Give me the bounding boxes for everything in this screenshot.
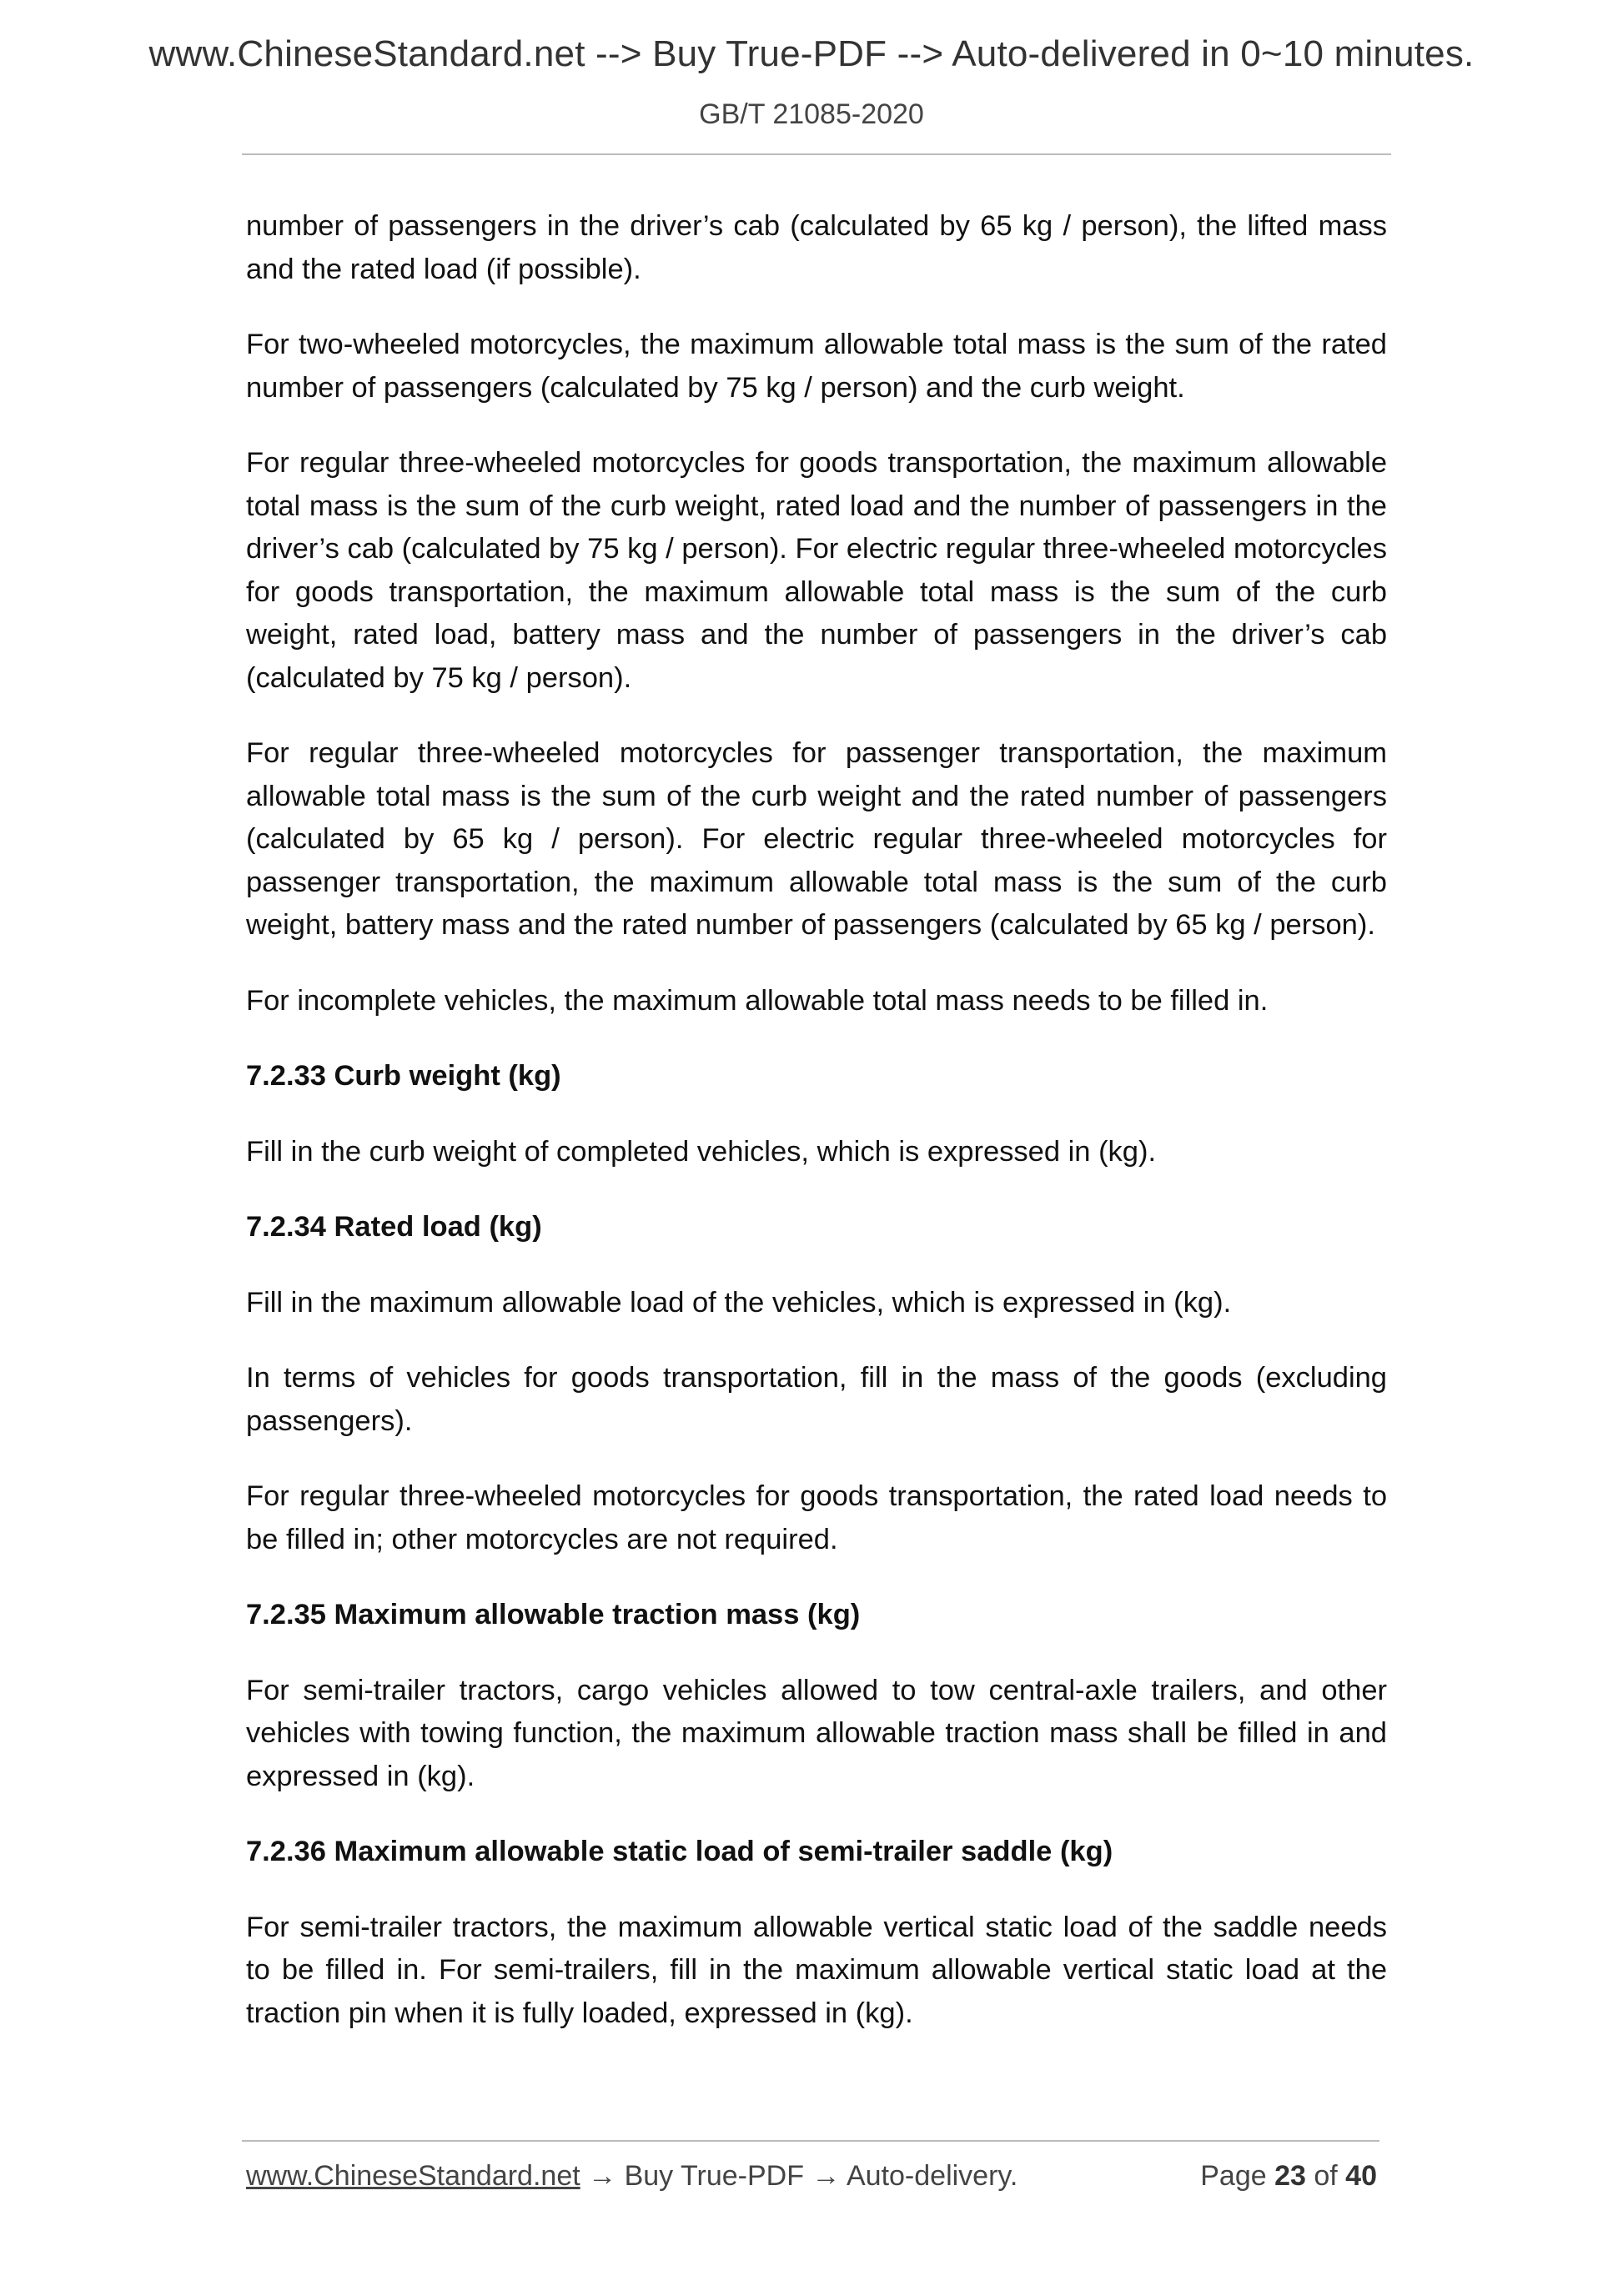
standard-code: GB/T 21085-2020 bbox=[699, 98, 924, 130]
page-label: Page bbox=[1200, 2160, 1275, 2192]
paragraph: For incomplete vehicles, the maximum allowable total mass needs to be filled in. bbox=[246, 984, 1269, 1017]
section-heading-7-2-34: 7.2.34 Rated load (kg) bbox=[246, 1211, 542, 1243]
paragraph: number of passengers in the driver’s cab (calculated by 65 kg / person), the lifted mass and the rated load (if possible). bbox=[246, 210, 1387, 285]
section-heading-7-2-36: 7.2.36 Maximum allowable static load of semi-trailer saddle (kg) bbox=[246, 1836, 1113, 1867]
footer-promo bbox=[246, 2160, 1018, 2193]
footer-tagline: → Buy True-PDF → Auto-delivery. bbox=[580, 2160, 1018, 2192]
paragraph: For semi-trailer tractors, cargo vehicles allowed to tow central-axle trailers, and other vehicles with towing function, the maximum allowable traction mass shall be filled in and expressed in (kg). bbox=[246, 1674, 1387, 1792]
document-body bbox=[246, 205, 1387, 2067]
paragraph: Fill in the curb weight of completed vehicles, which is expressed in (kg). bbox=[246, 1135, 1157, 1168]
header-divider bbox=[242, 153, 1391, 155]
page-current: 23 bbox=[1274, 2160, 1306, 2192]
paragraph: For regular three-wheeled motorcycles for passenger transportation, the maximum allowable total mass is the sum of the curb weight and the rated number of passengers (calculated by 65 kg / person). For electric regular three-wheeled motorcycles for passenger transportation, the maximum allowable total mass is the sum of the curb weight, battery mass and the rated number of passengers (calculated by 65 kg / person). bbox=[246, 737, 1387, 941]
footer-site-link[interactable]: www.ChineseStandard.net bbox=[246, 2160, 580, 2192]
footer-divider bbox=[242, 2140, 1379, 2142]
paragraph: In terms of vehicles for goods transportation, fill in the mass of the goods (excluding passengers). bbox=[246, 1362, 1387, 1437]
paragraph: For semi-trailer tractors, the maximum allowable vertical static load of the saddle needs to be filled in. For semi-trailers, fill in the maximum allowable vertical static load at the traction pin when it is fully loaded, expressed in (kg). bbox=[246, 1911, 1387, 2029]
paragraph: Fill in the maximum allowable load of the vehicles, which is expressed in (kg). bbox=[246, 1286, 1232, 1319]
section-heading-7-2-33: 7.2.33 Curb weight (kg) bbox=[246, 1060, 561, 1092]
page-total: 40 bbox=[1345, 2160, 1377, 2192]
page-number bbox=[1200, 2160, 1377, 2193]
paragraph: For two-wheeled motorcycles, the maximum allowable total mass is the sum of the rated number of passengers (calculated by 75 kg / person) and the curb weight. bbox=[246, 329, 1387, 404]
paragraph: For regular three-wheeled motorcycles for goods transportation, the maximum allowable total mass is the sum of the curb weight, rated load and the number of passengers in the driver’s cab (calculated by 75 kg / person). For electric regular three-wheeled motorcycles for goods transportation, the maximum allowable total mass is the sum of the curb weight, rated load, battery mass and the number of passengers in the driver’s cab (calculated by 75 kg / person). bbox=[246, 447, 1387, 694]
section-heading-7-2-35: 7.2.35 Maximum allowable traction mass (kg) bbox=[246, 1599, 861, 1630]
page-of: of bbox=[1305, 2160, 1346, 2192]
site-banner: www.ChineseStandard.net --> Buy True-PDF --> Auto-delivered in 0~10 minutes. bbox=[148, 33, 1475, 74]
paragraph: For regular three-wheeled motorcycles for goods transportation, the rated load needs to be filled in; other motorcycles are not required. bbox=[246, 1480, 1387, 1555]
